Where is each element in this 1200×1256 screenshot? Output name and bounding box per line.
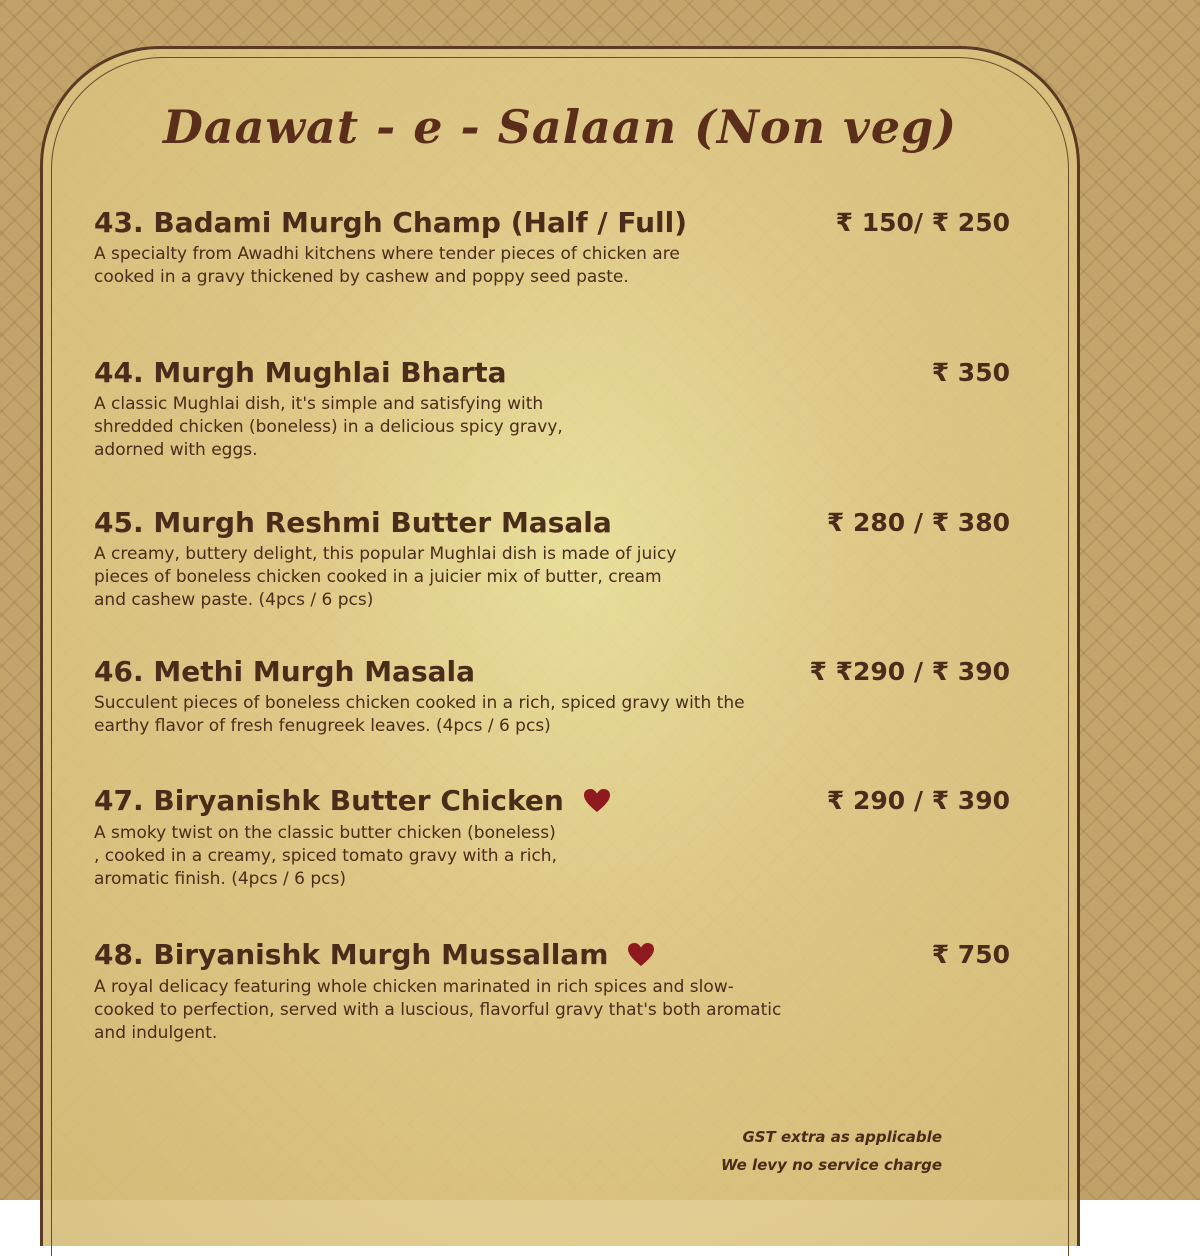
page-title: Daawat - e - Salaan (Non veg): [162, 100, 958, 154]
item-name: 46. Methi Murgh Masala: [94, 655, 476, 688]
menu-item: [94, 506, 1014, 612]
item-name: 47. Biryanishk Butter Chicken: [94, 784, 564, 817]
heart-icon: [627, 942, 655, 972]
item-name: 43. Badami Murgh Champ (Half / Full): [94, 206, 688, 239]
gst-note: GST extra as applicable: [742, 1128, 942, 1146]
menu-item: [94, 356, 1014, 462]
item-price: ₹ ₹290 / ₹ 390: [809, 657, 1010, 686]
item-description: Succulent pieces of boneless chicken cooked in a rich, spiced gravy with the earthy flavor of fresh fenugreek leaves. (4pcs / 6 pcs): [94, 693, 745, 736]
menu-item: [94, 938, 1014, 1045]
menu-item: [94, 655, 1014, 738]
item-description: A creamy, buttery delight, this popular Mughlai dish is made of juicy pieces of boneless chicken cooked in a juicier mix of butter, cream and cashew paste. (4pcs / 6 pcs): [94, 544, 677, 610]
item-name: 45. Murgh Reshmi Butter Masala: [94, 506, 612, 539]
item-price: ₹ 280 / ₹ 380: [826, 508, 1010, 537]
item-description: A specialty from Awadhi kitchens where tender pieces of chicken are cooked in a gravy thickened by cashew and poppy seed paste.: [94, 244, 680, 287]
heart-icon: [583, 788, 611, 818]
item-name: 44. Murgh Mughlai Bharta: [94, 356, 507, 389]
item-description: A classic Mughlai dish, it's simple and satisfying with shredded chicken (boneless) in a delicious spicy gravy, adorned with eggs.: [94, 394, 563, 460]
menu-item: [94, 784, 1014, 891]
item-price: ₹ 290 / ₹ 390: [826, 786, 1010, 815]
service-charge-note: We levy no service charge: [721, 1156, 942, 1174]
item-description: A smoky twist on the classic butter chicken (boneless) , cooked in a creamy, spiced tomato gravy with a rich, aromatic finish. (4pcs / 6 pcs): [94, 822, 557, 889]
item-description: A royal delicacy featuring whole chicken marinated in rich spices and slow-cooked to perfection, served with a luscious, flavorful gravy that's both aromatic and indulgent.: [94, 976, 782, 1043]
item-price: ₹ 350: [931, 358, 1010, 387]
item-name: 48. Biryanishk Murgh Mussallam: [94, 938, 609, 971]
item-price: ₹ 750: [931, 940, 1010, 969]
item-price: ₹ 150/ ₹ 250: [835, 208, 1010, 237]
menu-item: [94, 206, 1014, 289]
